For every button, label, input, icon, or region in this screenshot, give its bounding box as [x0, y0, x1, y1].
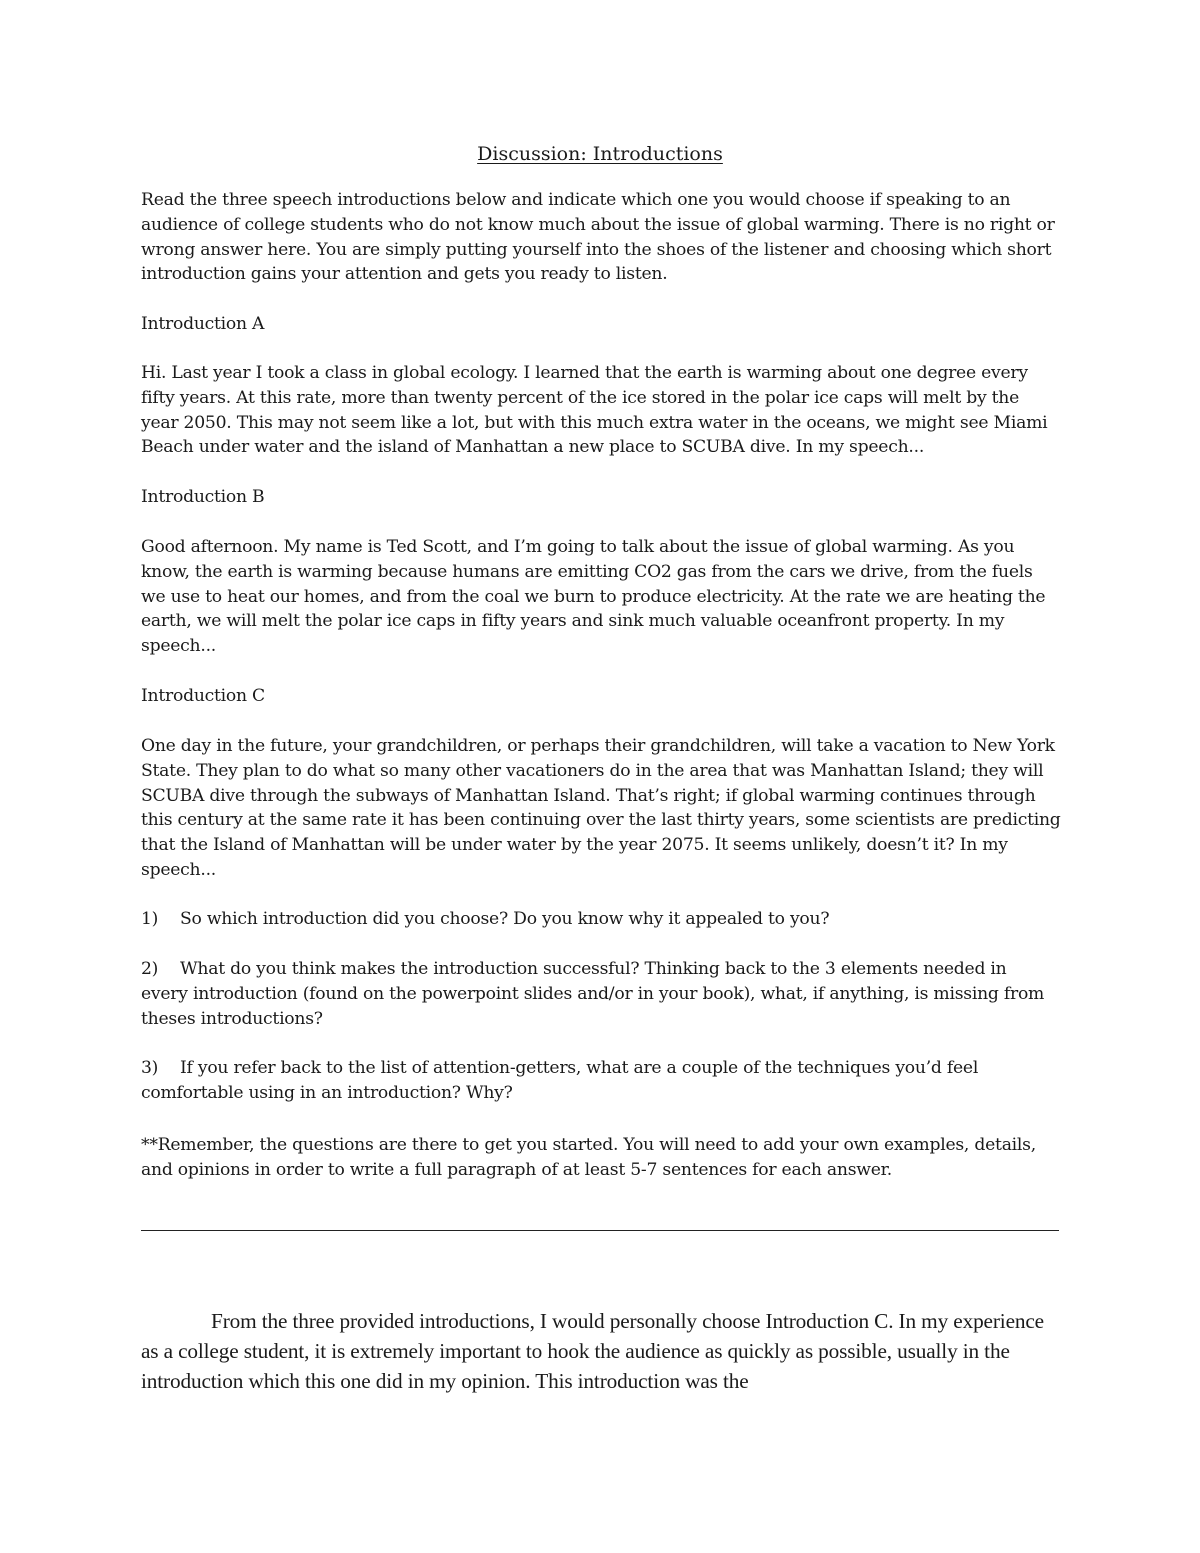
section-divider [141, 1230, 1059, 1231]
question-3-number: 3) [141, 1058, 159, 1078]
intro-c-paragraph: One day in the future, your grandchildren, or perhaps their grandchildren, will take a vacation to New York State. They plan to do what so many other vacationers do in the area that was Manhattan Island; they will SCUBA dive through the subways of Manhattan Island. That’s right; if global warming continues through this century at the same rate it has been continuing over the last thirty years, some scientists are predicting that the Island of Manhattan will be under water by the year 2075. It seems unlikely, doesn’t it? In my speech... [141, 736, 1061, 880]
question-3-text-rest: comfortable using in an introduction? Why? [141, 1083, 513, 1103]
intro-b-heading: Introduction B [141, 487, 265, 507]
question-1-text: So which introduction did you choose? Do you know why it appealed to you? [180, 909, 830, 929]
question-2 [141, 957, 1061, 982]
instructions-paragraph: Read the three speech introductions below and indicate which one you would choose if speaking to an audience of college students who do not know much about the issue of global warming. There is no right or wrong answer here. You are simply putting yourself into the shoes of the listener and choosing which short introduction gains your attention and gets you ready to listen. [141, 190, 1055, 285]
question-2-number: 2) [141, 959, 159, 979]
intro-a-heading: Introduction A [141, 314, 265, 334]
question-1-number: 1) [141, 909, 159, 929]
question-2-text-line1: What do you think makes the introduction successful? Thinking back to the 3 elements needed in [180, 959, 1007, 979]
intro-c-heading: Introduction C [141, 686, 265, 706]
question-2-text-rest: every introduction (found on the powerpoint slides and/or in your book), what, if anything, is missing from theses introductions? [141, 984, 1045, 1029]
answer-paragraph: From the three provided introductions, I would personally choose Introduction C. In my experience as a college student, it is extremely important to hook the audience as quickly as possible, usually in the introduction which this one did in my opinion. This introduction was the [141, 1309, 1044, 1393]
question-1 [141, 907, 1061, 932]
question-3-text-line1: If you refer back to the list of attention-getters, what are a couple of the techniques you’d feel [180, 1058, 979, 1078]
intro-b-paragraph: Good afternoon. My name is Ted Scott, and I’m going to talk about the issue of global warming. As you know, the earth is warming because humans are emitting CO2 gas from the cars we drive, from the fuels we use to heat our homes, and from the coal we burn to produce electricity. At the rate we are heating the earth, we will melt the polar ice caps in fifty years and sink much valuable oceanfront property. In my speech... [141, 537, 1046, 657]
intro-a-paragraph: Hi. Last year I took a class in global ecology. I learned that the earth is warming about one degree every fifty years. At this rate, more than twenty percent of the ice stored in the polar ice caps will melt by the year 2050. This may not seem like a lot, but with this much extra water in the oceans, we might see Miami Beach under water and the island of Manhattan a new place to SCUBA dive. In my speech... [141, 363, 1048, 458]
question-3 [141, 1056, 1061, 1081]
page-title: Discussion: Introductions [477, 143, 723, 165]
reminder-paragraph: **Remember, the questions are there to get you started. You will need to add your own examples, details, and opinions in order to write a full paragraph of at least 5-7 sentences for each answer. [141, 1135, 1036, 1180]
